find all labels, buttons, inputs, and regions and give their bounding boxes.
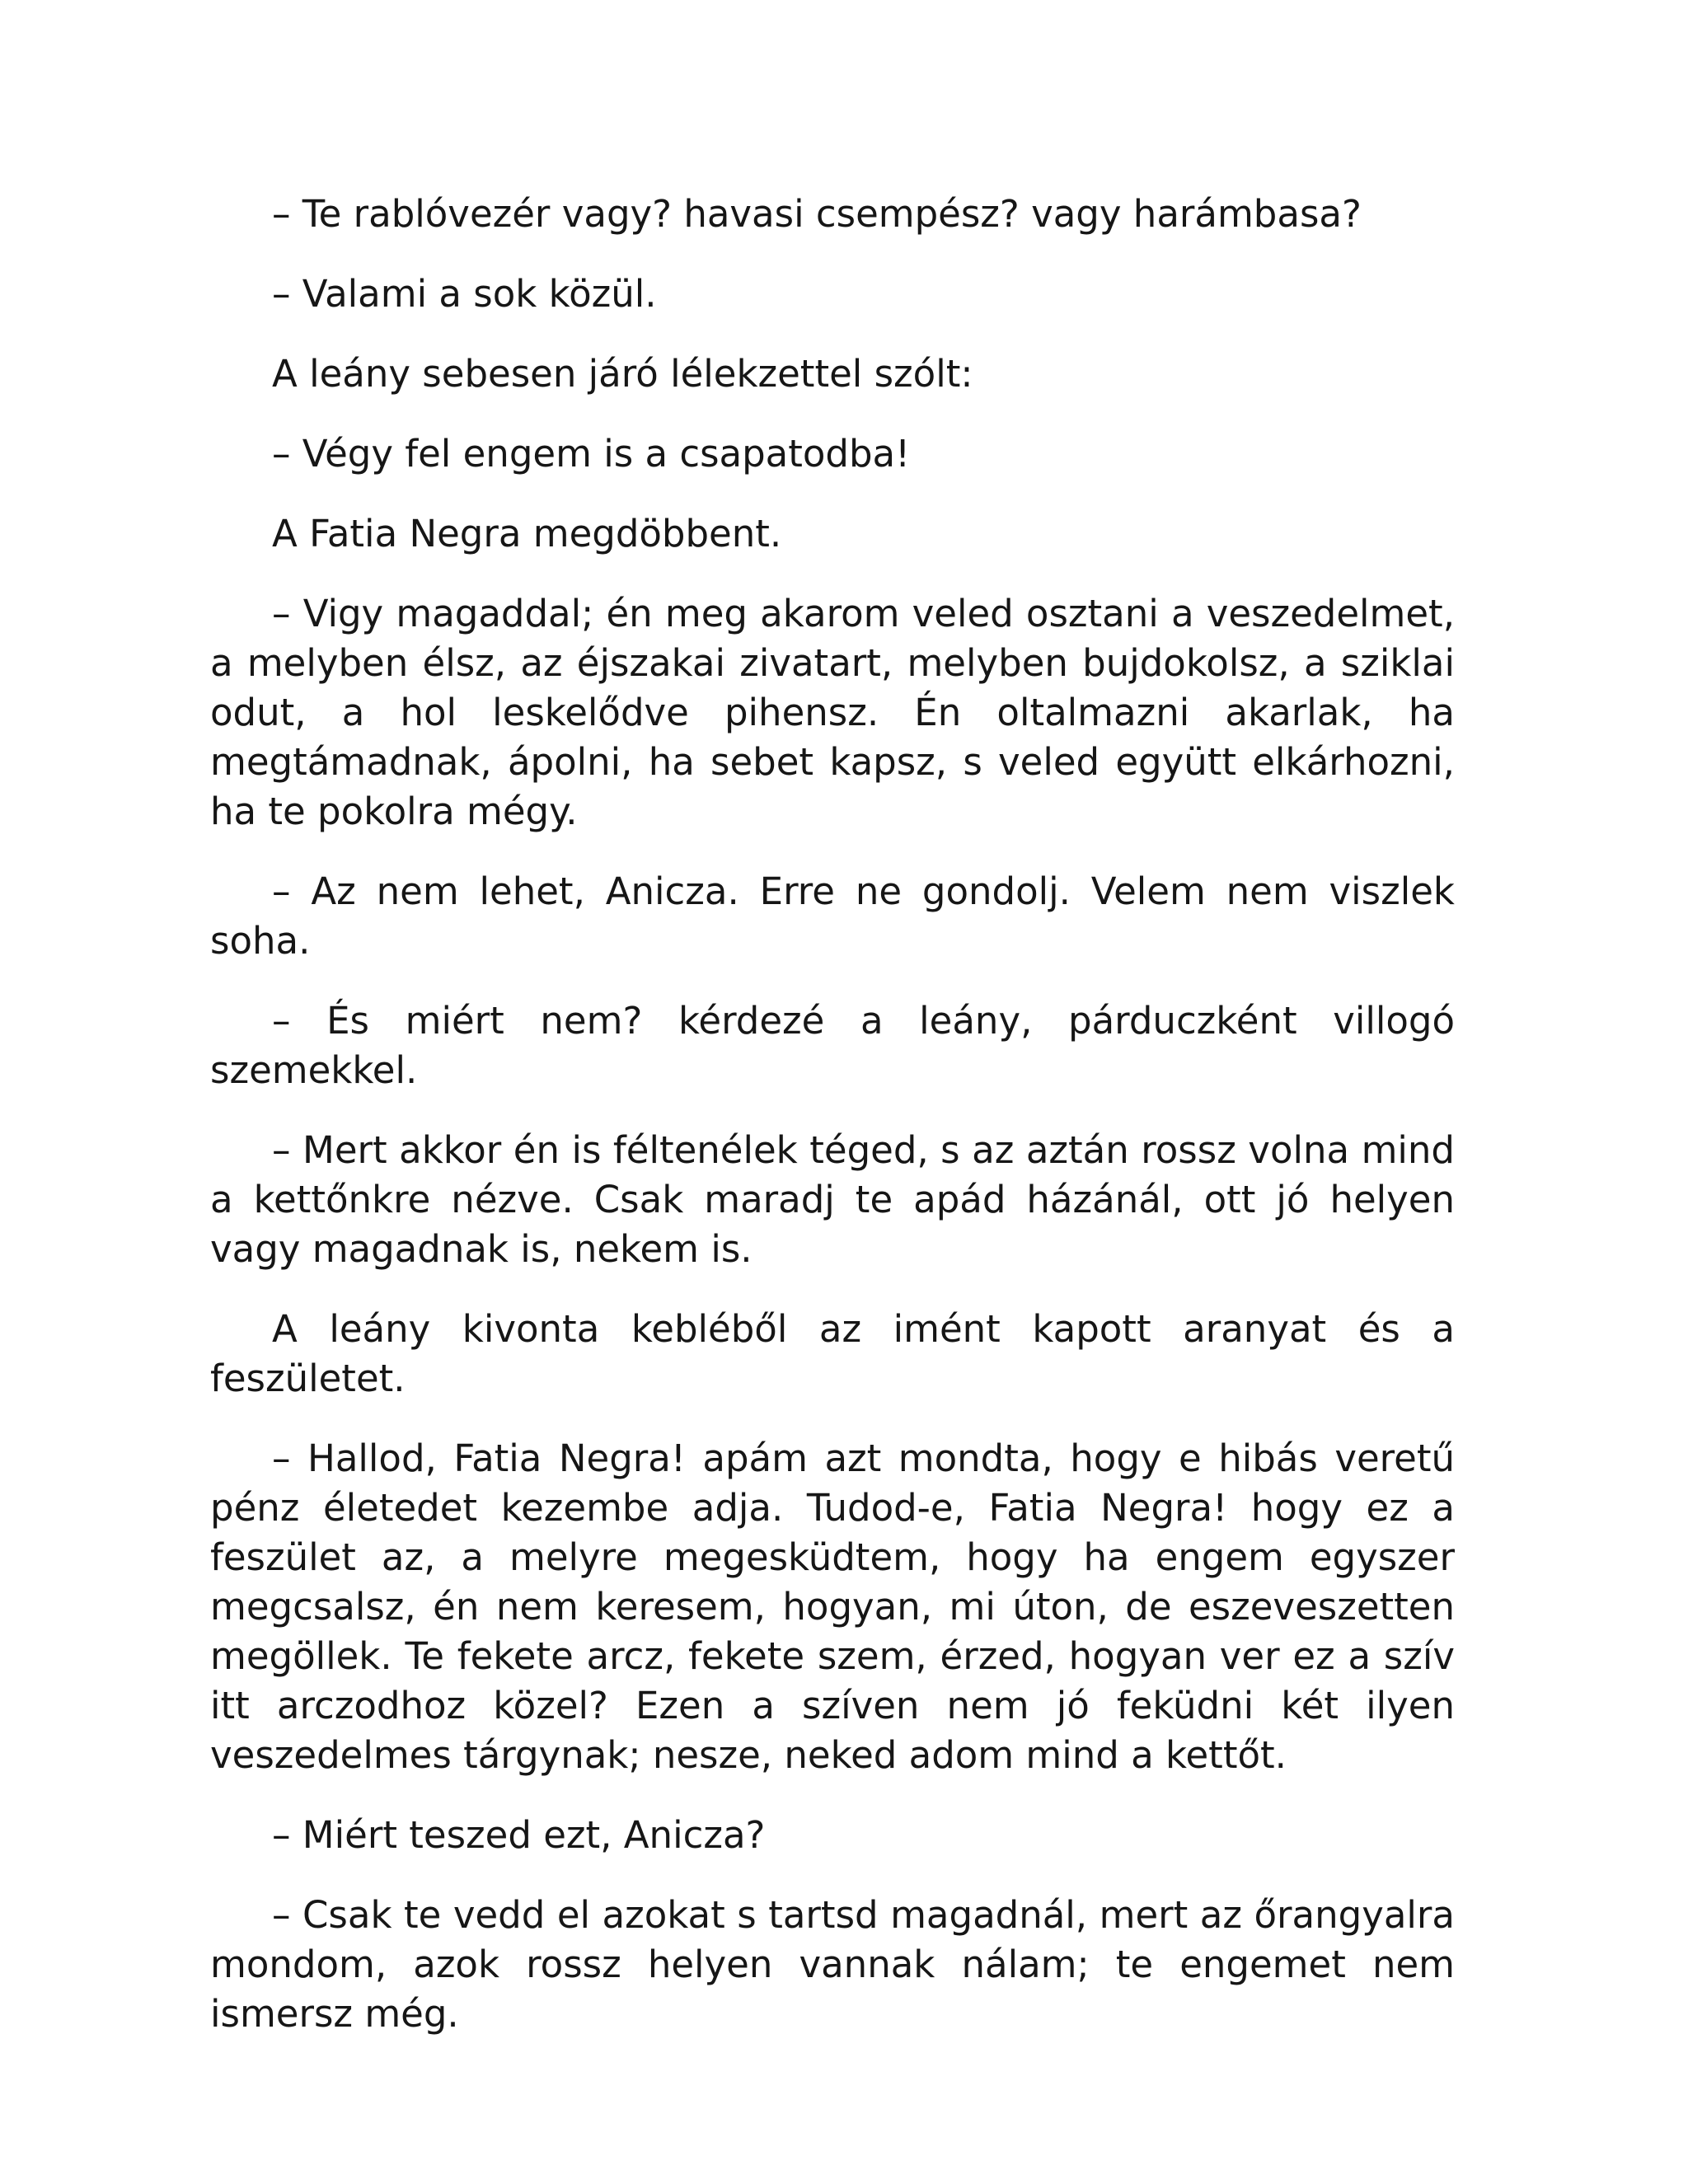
paragraph: A leány sebesen járó lélekzettel szólt: (272, 352, 973, 396)
document-page (210, 190, 1455, 2069)
paragraph: – Te rablóvezér vagy? havasi csempész? vagy harámbasa? (272, 192, 1362, 236)
paragraph: – Az nem lehet, Anicza. Erre ne gondolj. Velem nem viszlek soha. (210, 869, 1455, 963)
paragraph: – És miért nem? kérdezé a leány, párduczként villogó szemekkel. (210, 999, 1455, 1092)
paragraph: – Csak te vedd el azokat s tartsd magadnál, mert az őrangyalra mondom, azok rossz helyen vannak nálam; te engemet nem ismersz még. (210, 1893, 1455, 2036)
paragraph: A Fatia Negra megdöbbent. (272, 512, 782, 555)
paragraph: – Mert akkor én is féltenélek téged, s az aztán rossz volna mind a kettőnkre nézve. Csak maradj te apád házánál, ott jó helyen vagy magadnak is, nekem is. (210, 1128, 1455, 1271)
paragraph: – Vigy magaddal; én meg akarom veled osztani a veszedelmet, a melyben élsz, az éjszakai zivatart, melyben bujdokolsz, a sziklai odut, a hol leskelődve pihensz. Én oltalmazni akarlak, ha megtámadnak, ápolni, ha sebet kapsz, s veled együtt elkárhozni, ha te pokolra mégy. (210, 592, 1455, 833)
paragraph: – Hallod, Fatia Negra! apám azt mondta, hogy e hibás veretű pénz életedet kezembe adja. Tudod-e, Fatia Negra! hogy ez a feszület az, a melyre megesküdtem, hogy ha engem egyszer megcsalsz, én nem keresem, hogyan, mi úton, de eszeveszetten megöllek. Te fekete arcz, fekete szem, érzed, hogyan ver ez a szív itt arczodhoz közel? Ezen a szíven nem jó feküdni két ilyen veszedelmes tárgynak; nesze, neked adom mind a kettőt. (210, 1436, 1455, 1777)
paragraph: – Miért teszed ezt, Anicza? (272, 1813, 766, 1857)
paragraph: A leány kivonta kebléből az imént kapott aranyat és a feszületet. (210, 1307, 1455, 1400)
paragraph: – Valami a sok közül. (272, 272, 657, 316)
paragraph: – Végy fel engem is a csapatodba! (272, 432, 911, 476)
